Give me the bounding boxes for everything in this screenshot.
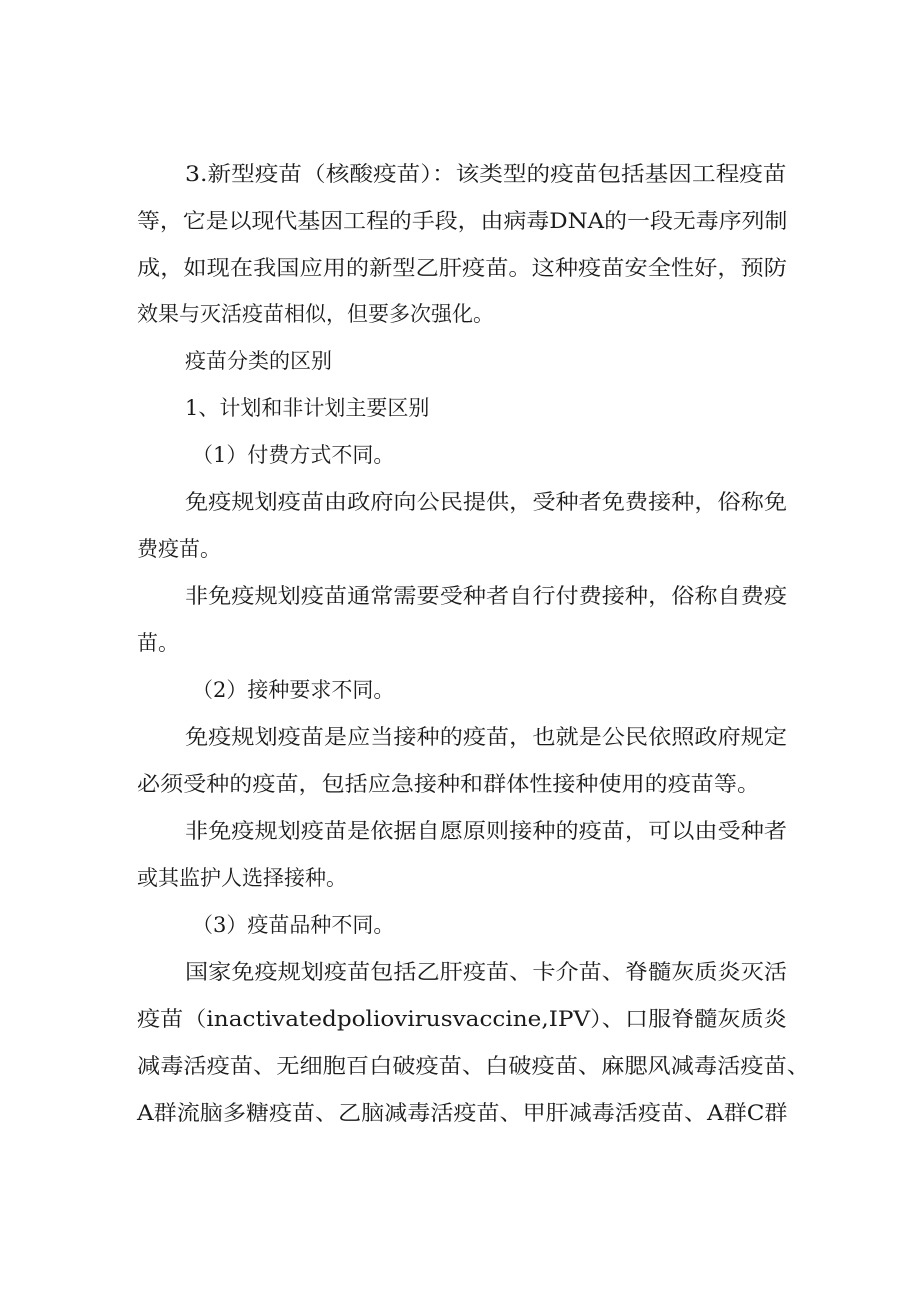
item-heading: （3）疫苗品种不同。 <box>192 913 395 937</box>
item-heading: （1）付费方式不同。 <box>192 443 395 467</box>
paragraph-line: 国家免疫规划疫苗包括乙肝疫苗、卡介苗、脊髓灰质炎灭活 <box>185 960 788 984</box>
paragraph-line: 非免疫规划疫苗通常需要受种者自行付费接种，俗称自费疫 <box>185 584 788 608</box>
paragraph-line: 减毒活疫苗、无细胞百白破疫苗、白破疫苗、麻腮风减毒活疫苗、 <box>137 1054 811 1078</box>
paragraph-line: 非免疫规划疫苗是依据自愿原则接种的疫苗，可以由受种者 <box>185 819 788 843</box>
paragraph-line: 或其监护人选择接种。 <box>137 866 347 890</box>
paragraph-line: 3.新型疫苗（核酸疫苗）：该类型的疫苗包括基因工程疫苗 <box>185 162 787 186</box>
paragraph-line: A群流脑多糖疫苗、乙脑减毒活疫苗、甲肝减毒活疫苗、A群C群 <box>137 1101 788 1125</box>
paragraph-line: 免疫规划疫苗是应当接种的疫苗，也就是公民依照政府规定 <box>185 725 788 749</box>
item-heading: （2）接种要求不同。 <box>192 678 395 702</box>
paragraph-line: 必须受种的疫苗，包括应急接种和群体性接种使用的疫苗等。 <box>137 772 761 796</box>
paragraph-line: 成，如现在我国应用的新型乙肝疫苗。这种疫苗安全性好，预防 <box>137 256 787 280</box>
paragraph-line: 疫苗（inactivatedpoliovirusvaccine,IPV）、口服脊髓灰质炎 <box>137 1007 787 1031</box>
paragraph-line: 苗。 <box>137 631 179 655</box>
subsection-heading: 1、计划和非计划主要区别 <box>185 396 430 420</box>
paragraph-line: 等，它是以现代基因工程的手段，由病毒DNA的一段无毒序列制 <box>137 209 788 233</box>
paragraph-line: 免疫规划疫苗由政府向公民提供，受种者免费接种，俗称免 <box>185 490 788 514</box>
paragraph-line: 效果与灭活疫苗相似，但要多次强化。 <box>137 302 494 326</box>
paragraph-line: 费疫苗。 <box>137 537 221 561</box>
section-heading: 疫苗分类的区别 <box>185 349 332 373</box>
